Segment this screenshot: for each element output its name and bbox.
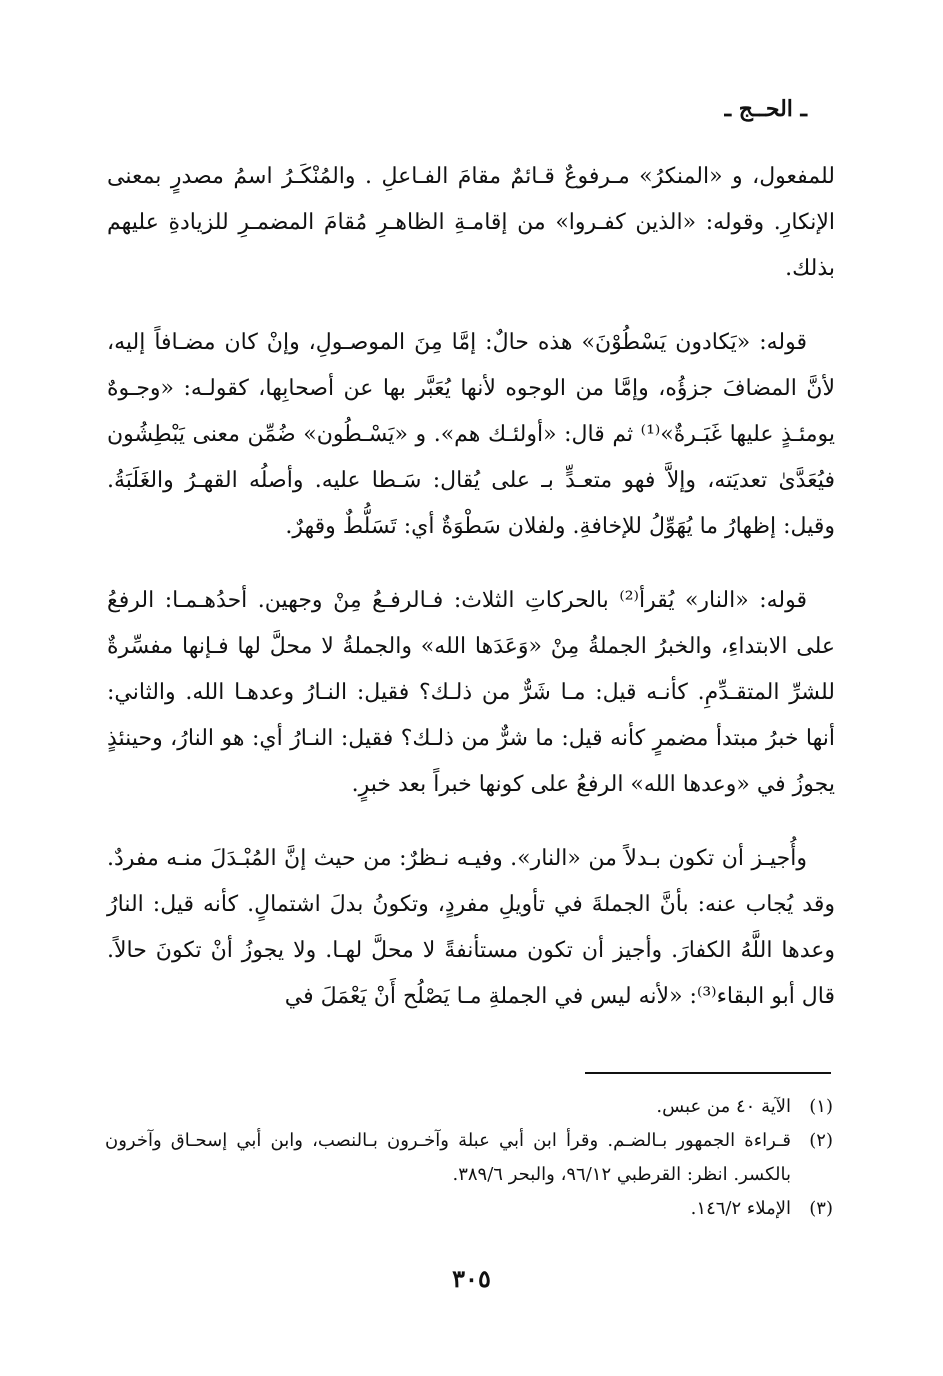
- main-text: [107, 154, 835, 1020]
- footnote-number: (٣): [809, 1198, 833, 1219]
- paragraph-1: للمفعول، و «المنكرُ» مـرفوعٌ قـائمٌ مقامَ الفـاعلِ . والمُنْكَـرُ اسمُ مصدرٍ بمعنى الإنكارِ. وقوله: «الذين كفـروا» من إقامـةِ الظاهـرِ مُقامَ المضمـرِ للزيادةِ عليهم بذلك.: [107, 164, 835, 281]
- footnote-separator: [585, 1072, 831, 1074]
- paragraph-4: وأُجيـز أن تكون بـدلاً من «النار». وفيـه نـظرٌ: من حيث إنَّ المُبْـدَلَ منـه مفردٌ. وقد يُجاب عنه: بأنَّ الجملةَ في تأويلِ مفردٍ، وتكونُ بدلَ اشتمالٍ. كأنه قيل: النارُ وعدها اللَّهُ الكفارَ. وأجيز أن تكون مستأنفةً لا محلَّ لهـا. ولا يجوزُ أنْ تكونَ حالاً. قال أبو البقاء⁽³⁾: «لأنه ليس في الجملةِ مـا يَصْلُح أَنْ يَعْمَلَ في: [107, 846, 835, 1009]
- paragraph-2: قوله: «يَكادون يَسْطُوْنَ» هذه حالٌ: إمَّا مِنَ الموصـولِ، وإنْ كان مضـافاً إليه، لأنَّ المضافَ جزؤُه، وإمَّا من الوجوه لأنها يُعَبَّر بها عن أصحابِها، كقولـه: «وجـوهٌ يومئـذٍ عليها غَبَـرةٌ»⁽¹⁾ ثم قال: «أولئـك هم». و «يَسْـطُون» ضُمِّن معنى يَبْطِشُون فيُعَدَّىٰ تعديَته، وإلاَّ فهو متعـدٍّ بـ على يُقال: سَـطا عليه. وأصلُه القهـرُ والغَلَبَةُ. وقيل: إظهارُ ما يُهَوِّلُ للإخافةِ. ولفلان سَطْوَةٌ أي: تَسَلُّطٌ وقهرٌ.: [107, 330, 835, 539]
- paragraph-3: قوله: «النار» يُقرأ⁽²⁾ بالحركاتِ الثلاث: فـالرفـعُ مِنْ وجهين. أحدُهـمـا: الرفعُ على الابتداءِ، والخبرُ الجملةُ مِنْ «وَعَدَها الله» والجملةُ لا محلَّ لها فـإنها مفسِّرةٌ للشرِّ المتقـدِّمِ. كأنـه قيل: مـا شَرٌّ من ذلـك؟ فقيل: النـارُ وعدهـا الله. والثاني: أنها خبرُ مبتدأ مضمرٍ كأنه قيل: ما شرٌّ من ذلـك؟ فقيل: النـارُ أي: هو النارُ، وحينئذٍ يجوزُ في «وعدها الله» الرفعُ على كونها خبراً بعد خبرٍ.: [107, 588, 835, 797]
- footnote-text: الإملاء ١٤٦/٢.: [690, 1198, 791, 1219]
- footnote-number: (٢): [809, 1130, 833, 1151]
- footnote-1: [105, 1090, 833, 1124]
- footnote-text: الآية ٤٠ من عبس.: [656, 1096, 791, 1117]
- footnote-2: [105, 1124, 833, 1192]
- footnotes: [105, 1090, 833, 1226]
- footnote-number: (١): [809, 1096, 833, 1117]
- footnote-3: [105, 1192, 833, 1226]
- footnote-text: قـراءة الجمهور بـالضـم. وقرأ ابن أبي عبلة وآخـرون بـالنصب، وابن أبي إسحـاق وآخرون بالكسر. انظر: القرطبي ٩٦/١٢، والبحر ٣٨٩/٦.: [105, 1130, 791, 1185]
- running-header: ـ الحــج ـ: [724, 96, 807, 122]
- page-number: ٣٠٥: [452, 1264, 491, 1293]
